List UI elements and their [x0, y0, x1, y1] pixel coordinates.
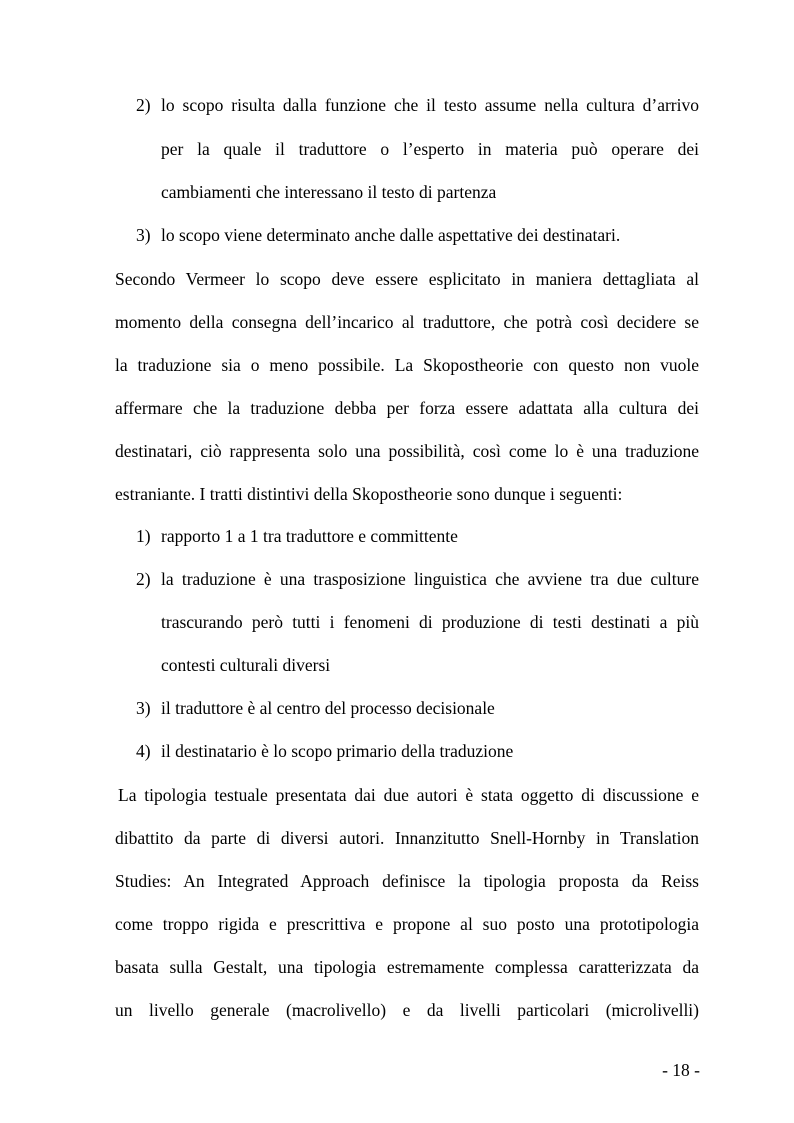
list-b-item-4-number: 4): [136, 741, 151, 761]
list-a-item-3-number: 3): [136, 225, 151, 245]
list-b-item-4-line-1: il destinatario è lo scopo primario della traduzione: [161, 741, 514, 761]
list-a-item-2-line-3: cambiamenti che interessano il testo di partenza: [161, 182, 497, 202]
list-a-item-2-line-1: lo scopo risulta dalla funzione che il testo assume nella cultura d’arrivo: [161, 95, 699, 115]
paragraph-1-line-3: la traduzione sia o meno possibile. La Skopostheorie con questo non vuole: [115, 355, 699, 375]
paragraph-2-line-5: basata sulla Gestalt, una tipologia estremamente complessa caratterizzata da: [115, 957, 699, 977]
list-b-item-2-line-1: la traduzione è una trasposizione linguistica che avviene tra due culture: [161, 569, 699, 589]
list-b-item-2-line-2: trascurando però tutti i fenomeni di produzione di testi destinati a più: [161, 612, 699, 632]
list-a-item-2-number: 2): [136, 95, 151, 115]
list-a-item-3-line-1: lo scopo viene determinato anche dalle aspettative dei destinatari.: [161, 225, 621, 245]
paragraph-2-line-2: dibattito da parte di diversi autori. Innanzitutto Snell-Hornby in Translation: [115, 828, 699, 848]
list-b-item-2-line-3: contesti culturali diversi: [161, 655, 331, 675]
paragraph-2-line-6: un livello generale (macrolivello) e da livelli particolari (microlivelli): [115, 1000, 699, 1020]
paragraph-1-line-6: estraniante. I tratti distintivi della Skopostheorie sono dunque i seguenti:: [115, 484, 623, 504]
list-b-item-1-line-1: rapporto 1 a 1 tra traduttore e committente: [161, 526, 458, 546]
paragraph-1-line-1: Secondo Vermeer lo scopo deve essere esplicitato in maniera dettagliata al: [115, 269, 699, 289]
page-number: - 18 -: [662, 1060, 700, 1080]
list-a-item-2-line-2: per la quale il traduttore o l’esperto in materia può operare dei: [161, 139, 699, 159]
paragraph-2-line-3: Studies: An Integrated Approach definisce la tipologia proposta da Reiss: [115, 871, 699, 891]
paragraph-1-line-5: destinatari, ciò rappresenta solo una possibilità, così come lo è una traduzione: [115, 441, 699, 461]
paragraph-1-line-2: momento della consegna dell’incarico al traduttore, che potrà così decidere se: [115, 312, 699, 332]
paragraph-2-line-1: La tipologia testuale presentata dai due autori è stata oggetto di discussione e: [118, 785, 699, 805]
list-b-item-3-number: 3): [136, 698, 151, 718]
list-b-item-2-number: 2): [136, 569, 151, 589]
paragraph-2-line-4: come troppo rigida e prescrittiva e propone al suo posto una prototipologia: [115, 914, 699, 934]
list-b-item-3-line-1: il traduttore è al centro del processo decisionale: [161, 698, 495, 718]
paragraph-1-line-4: affermare che la traduzione debba per forza essere adattata alla cultura dei: [115, 398, 699, 418]
list-b-item-1-number: 1): [136, 526, 151, 546]
